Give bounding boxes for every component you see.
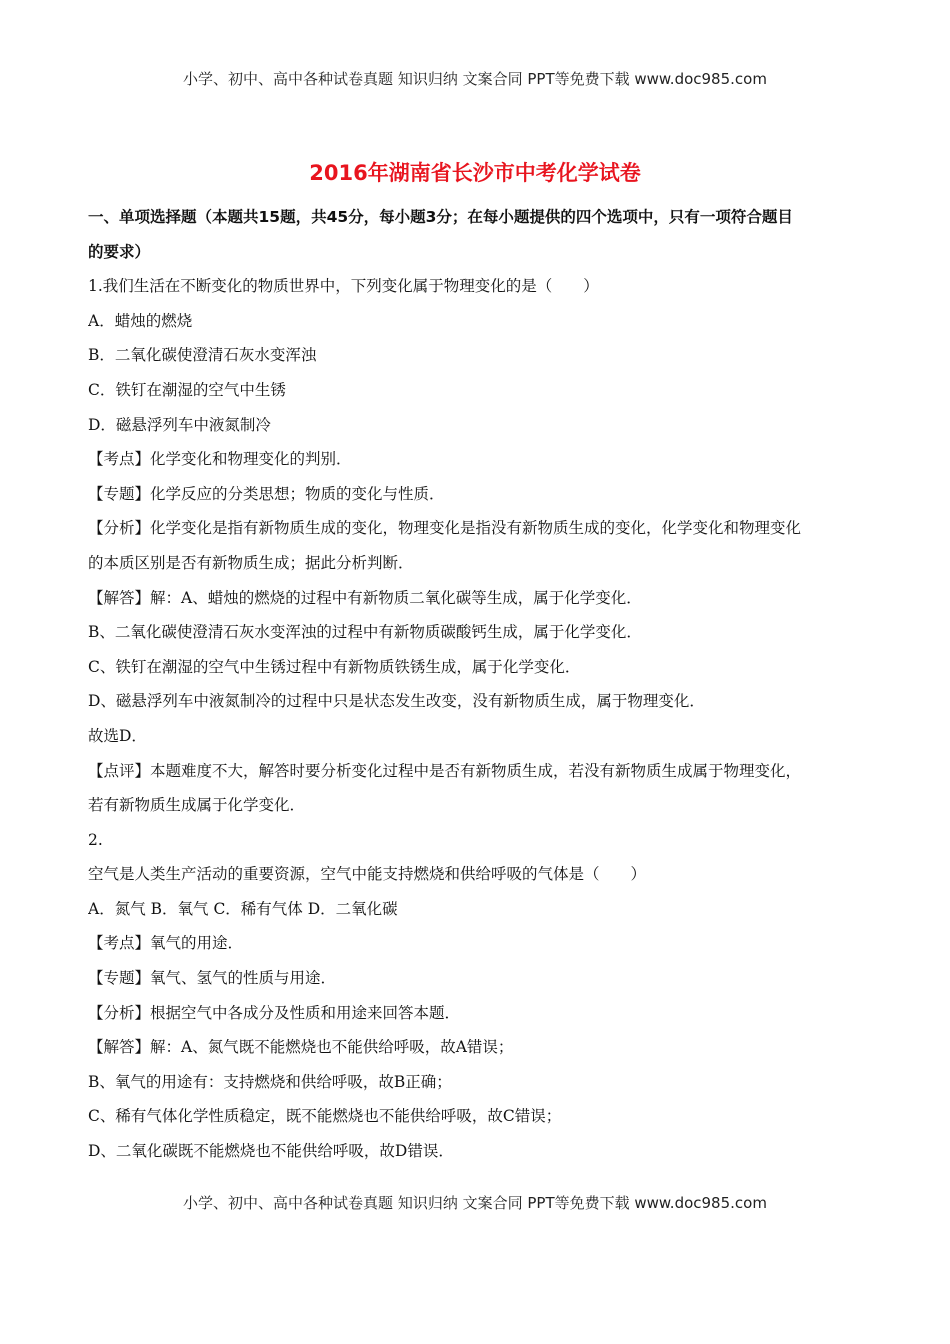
q2-jieda-line-2: B、氧气的用途有：支持燃烧和供给呼吸，故B正确； <box>88 1072 452 1091</box>
page-title: 2016年湖南省长沙市中考化学试卷 <box>309 161 641 185</box>
page-header: 小学、初中、高中各种试卷真题 知识归纳 文案合同 PPT等免费下载 www.doc985.com <box>183 70 767 88</box>
q2-zhuanti: 【专题】氧气、氢气的性质与用途． <box>88 969 337 988</box>
q1-option-b: B．二氧化碳使澄清石灰水变浑浊 <box>88 346 317 365</box>
q2-stem: 空气是人类生产活动的重要资源，空气中能支持燃烧和供给呼吸的气体是（ ） <box>88 865 647 884</box>
q2-jieda-line-1: 【解答】解：A、氮气既不能燃烧也不能供给呼吸，故A错误； <box>88 1038 514 1057</box>
q1-zhuanti: 【专题】化学反应的分类思想；物质的变化与性质． <box>88 484 445 503</box>
q1-kaodian: 【考点】化学变化和物理变化的判别． <box>88 450 352 469</box>
q1-fenxi-line-2: 的本质区别是否有新物质生成；据此分析判断． <box>88 553 414 572</box>
q2-number: 2. <box>88 830 103 849</box>
q1-answer: 故选D． <box>88 726 147 745</box>
section-heading-line-2: 的要求） <box>88 242 151 261</box>
q1-jieda-line-2: B、二氧化碳使澄清石灰水变浑浊的过程中有新物质碳酸钙生成，属于化学变化． <box>88 623 642 642</box>
document-body <box>88 200 868 1169</box>
q2-jieda-line-4: D、二氧化碳既不能燃烧也不能供给呼吸，故D错误． <box>88 1142 454 1161</box>
q1-jieda-line-3: C、铁钉在潮湿的空气中生锈过程中有新物质铁锈生成，属于化学变化． <box>88 657 581 676</box>
q2-kaodian: 【考点】氧气的用途． <box>88 934 244 953</box>
q1-dianping-line-2: 若有新物质生成属于化学变化． <box>88 796 306 815</box>
section-heading-line-1: 一、单项选择题（本题共15题，共45分，每小题3分；在每小题提供的四个选项中，只有一项符合题目 <box>88 208 793 226</box>
q1-option-a: A．蜡烛的燃烧 <box>88 311 193 330</box>
q2-options: A．氮气 B．氧气 C．稀有气体 D．二氧化碳 <box>88 899 398 918</box>
q1-jieda-line-1: 【解答】解：A、蜡烛的燃烧的过程中有新物质二氧化碳等生成，属于化学变化． <box>88 588 642 607</box>
page-footer: 小学、初中、高中各种试卷真题 知识归纳 文案合同 PPT等免费下载 www.doc985.com <box>183 1194 767 1212</box>
q1-stem: 1.我们生活在不断变化的物质世界中，下列变化属于物理变化的是（ ） <box>88 277 599 296</box>
q1-option-d: D．磁悬浮列车中液氮制冷 <box>88 415 271 434</box>
q1-fenxi-line-1: 【分析】化学变化是指有新物质生成的变化，物理变化是指没有新物质生成的变化，化学变化和物理变化 <box>88 519 802 538</box>
q1-option-c: C．铁钉在潮湿的空气中生锈 <box>88 380 286 399</box>
q1-dianping-line-1: 【点评】本题难度不大，解答时要分析变化过程中是否有新物质生成，若没有新物质生成属于物理变化， <box>88 761 802 780</box>
q2-fenxi: 【分析】根据空气中各成分及性质和用途来回答本题． <box>88 1003 461 1022</box>
q2-jieda-line-3: C、稀有气体化学性质稳定，既不能燃烧也不能供给呼吸，故C错误； <box>88 1107 562 1126</box>
q1-jieda-line-4: D、磁悬浮列车中液氮制冷的过程中只是状态发生改变，没有新物质生成，属于物理变化． <box>88 692 705 711</box>
